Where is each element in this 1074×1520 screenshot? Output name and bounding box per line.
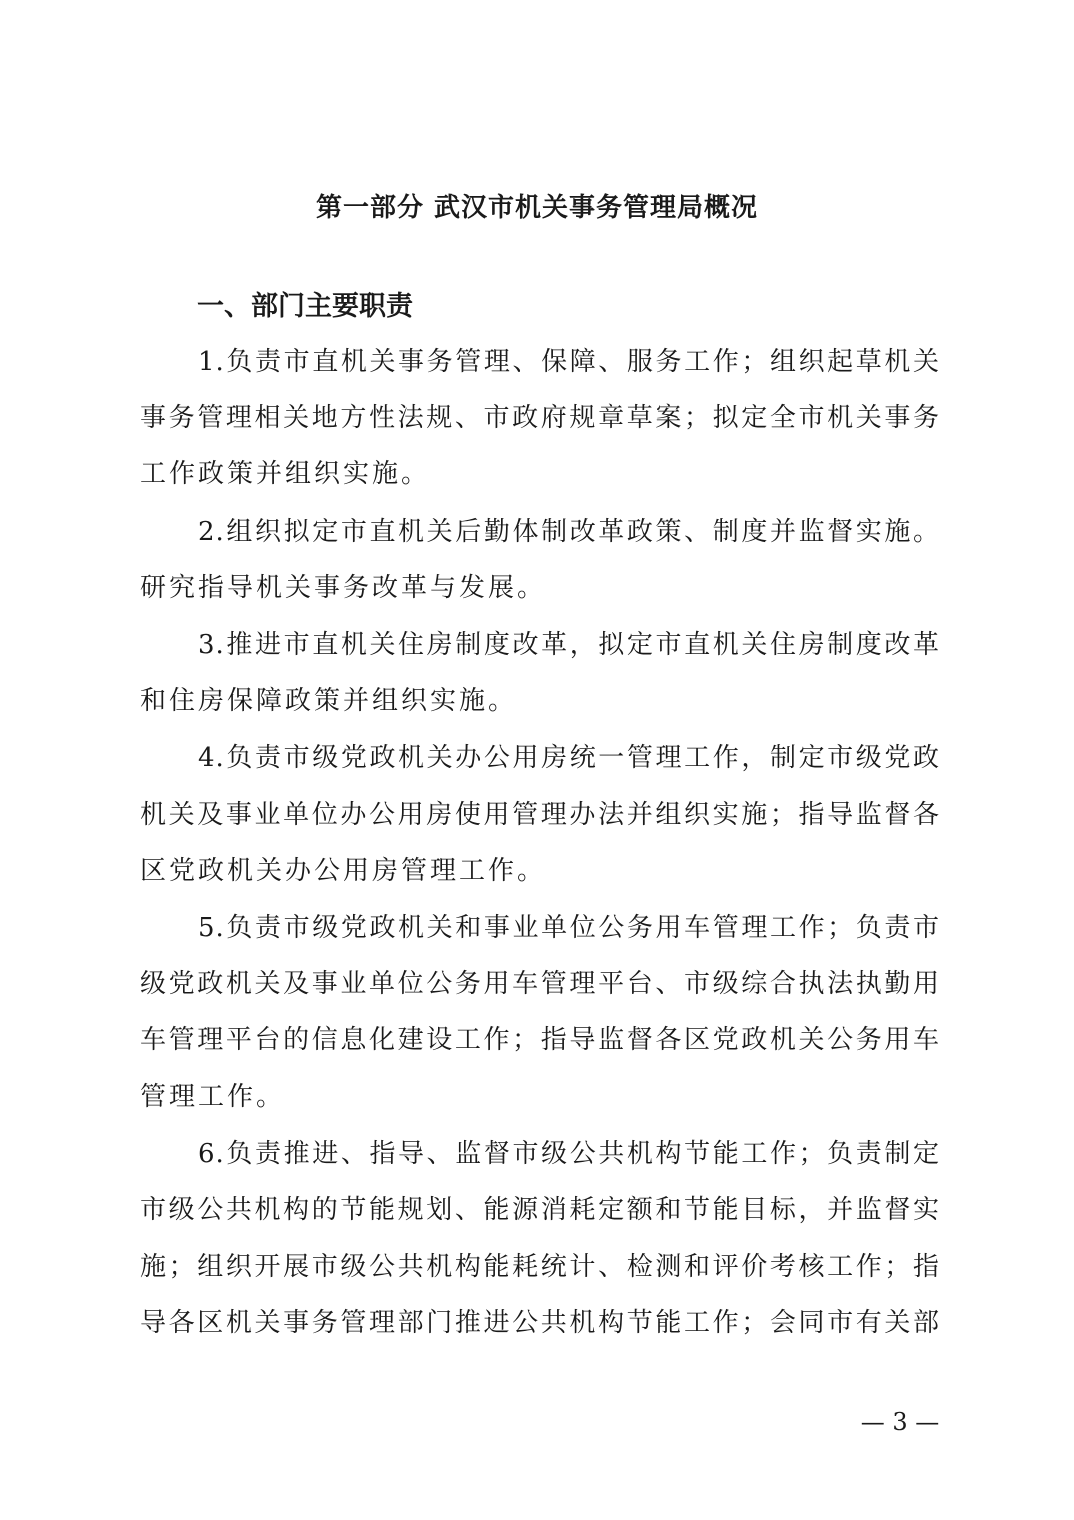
paragraph-line: 研究指导机关事务改革与发展。	[140, 573, 547, 603]
paragraph-line: 1.负责市直机关事务管理、保障、服务工作；组织起草机关	[198, 347, 940, 377]
paragraph-line: 6.负责推进、指导、监督市级公共机构节能工作；负责制定	[198, 1139, 940, 1169]
section-heading: 一、部门主要职责	[197, 291, 413, 322]
paragraph-line: 2.组织拟定市直机关后勤体制改革政策、制度并监督实施。	[198, 517, 940, 547]
page-title: 第一部分 武汉市机关事务管理局概况	[315, 193, 759, 223]
paragraph-line: 市级公共机构的节能规划、能源消耗定额和节能目标，并监督实	[140, 1195, 940, 1225]
paragraph-line: 导各区机关事务管理部门推进公共机构节能工作；会同市有关部	[140, 1308, 940, 1338]
paragraph-line: 5.负责市级党政机关和事业单位公务用车管理工作；负责市	[198, 913, 940, 943]
paragraph-line: 和住房保障政策并组织实施。	[140, 686, 518, 716]
paragraph-line: 级党政机关及事业单位公务用车管理平台、市级综合执法执勤用	[140, 969, 940, 999]
paragraph-line: 工作政策并组织实施。	[140, 459, 431, 489]
paragraph-line: 事务管理相关地方性法规、市政府规章草案；拟定全市机关事务	[140, 403, 940, 433]
paragraph-line: 车管理平台的信息化建设工作；指导监督各区党政机关公务用车	[140, 1025, 940, 1055]
paragraph-line: 施；组织开展市级公共机构能耗统计、检测和评价考核工作；指	[140, 1252, 940, 1282]
paragraph-line: 管理工作。	[140, 1082, 286, 1112]
page-number: — 3 —	[860, 1408, 940, 1436]
paragraph-line: 3.推进市直机关住房制度改革，拟定市直机关住房制度改革	[198, 630, 940, 660]
paragraph-line: 4.负责市级党政机关办公用房统一管理工作，制定市级党政	[198, 743, 940, 773]
paragraph-line: 区党政机关办公用房管理工作。	[140, 856, 547, 886]
paragraph-line: 机关及事业单位办公用房使用管理办法并组织实施；指导监督各	[140, 800, 940, 830]
